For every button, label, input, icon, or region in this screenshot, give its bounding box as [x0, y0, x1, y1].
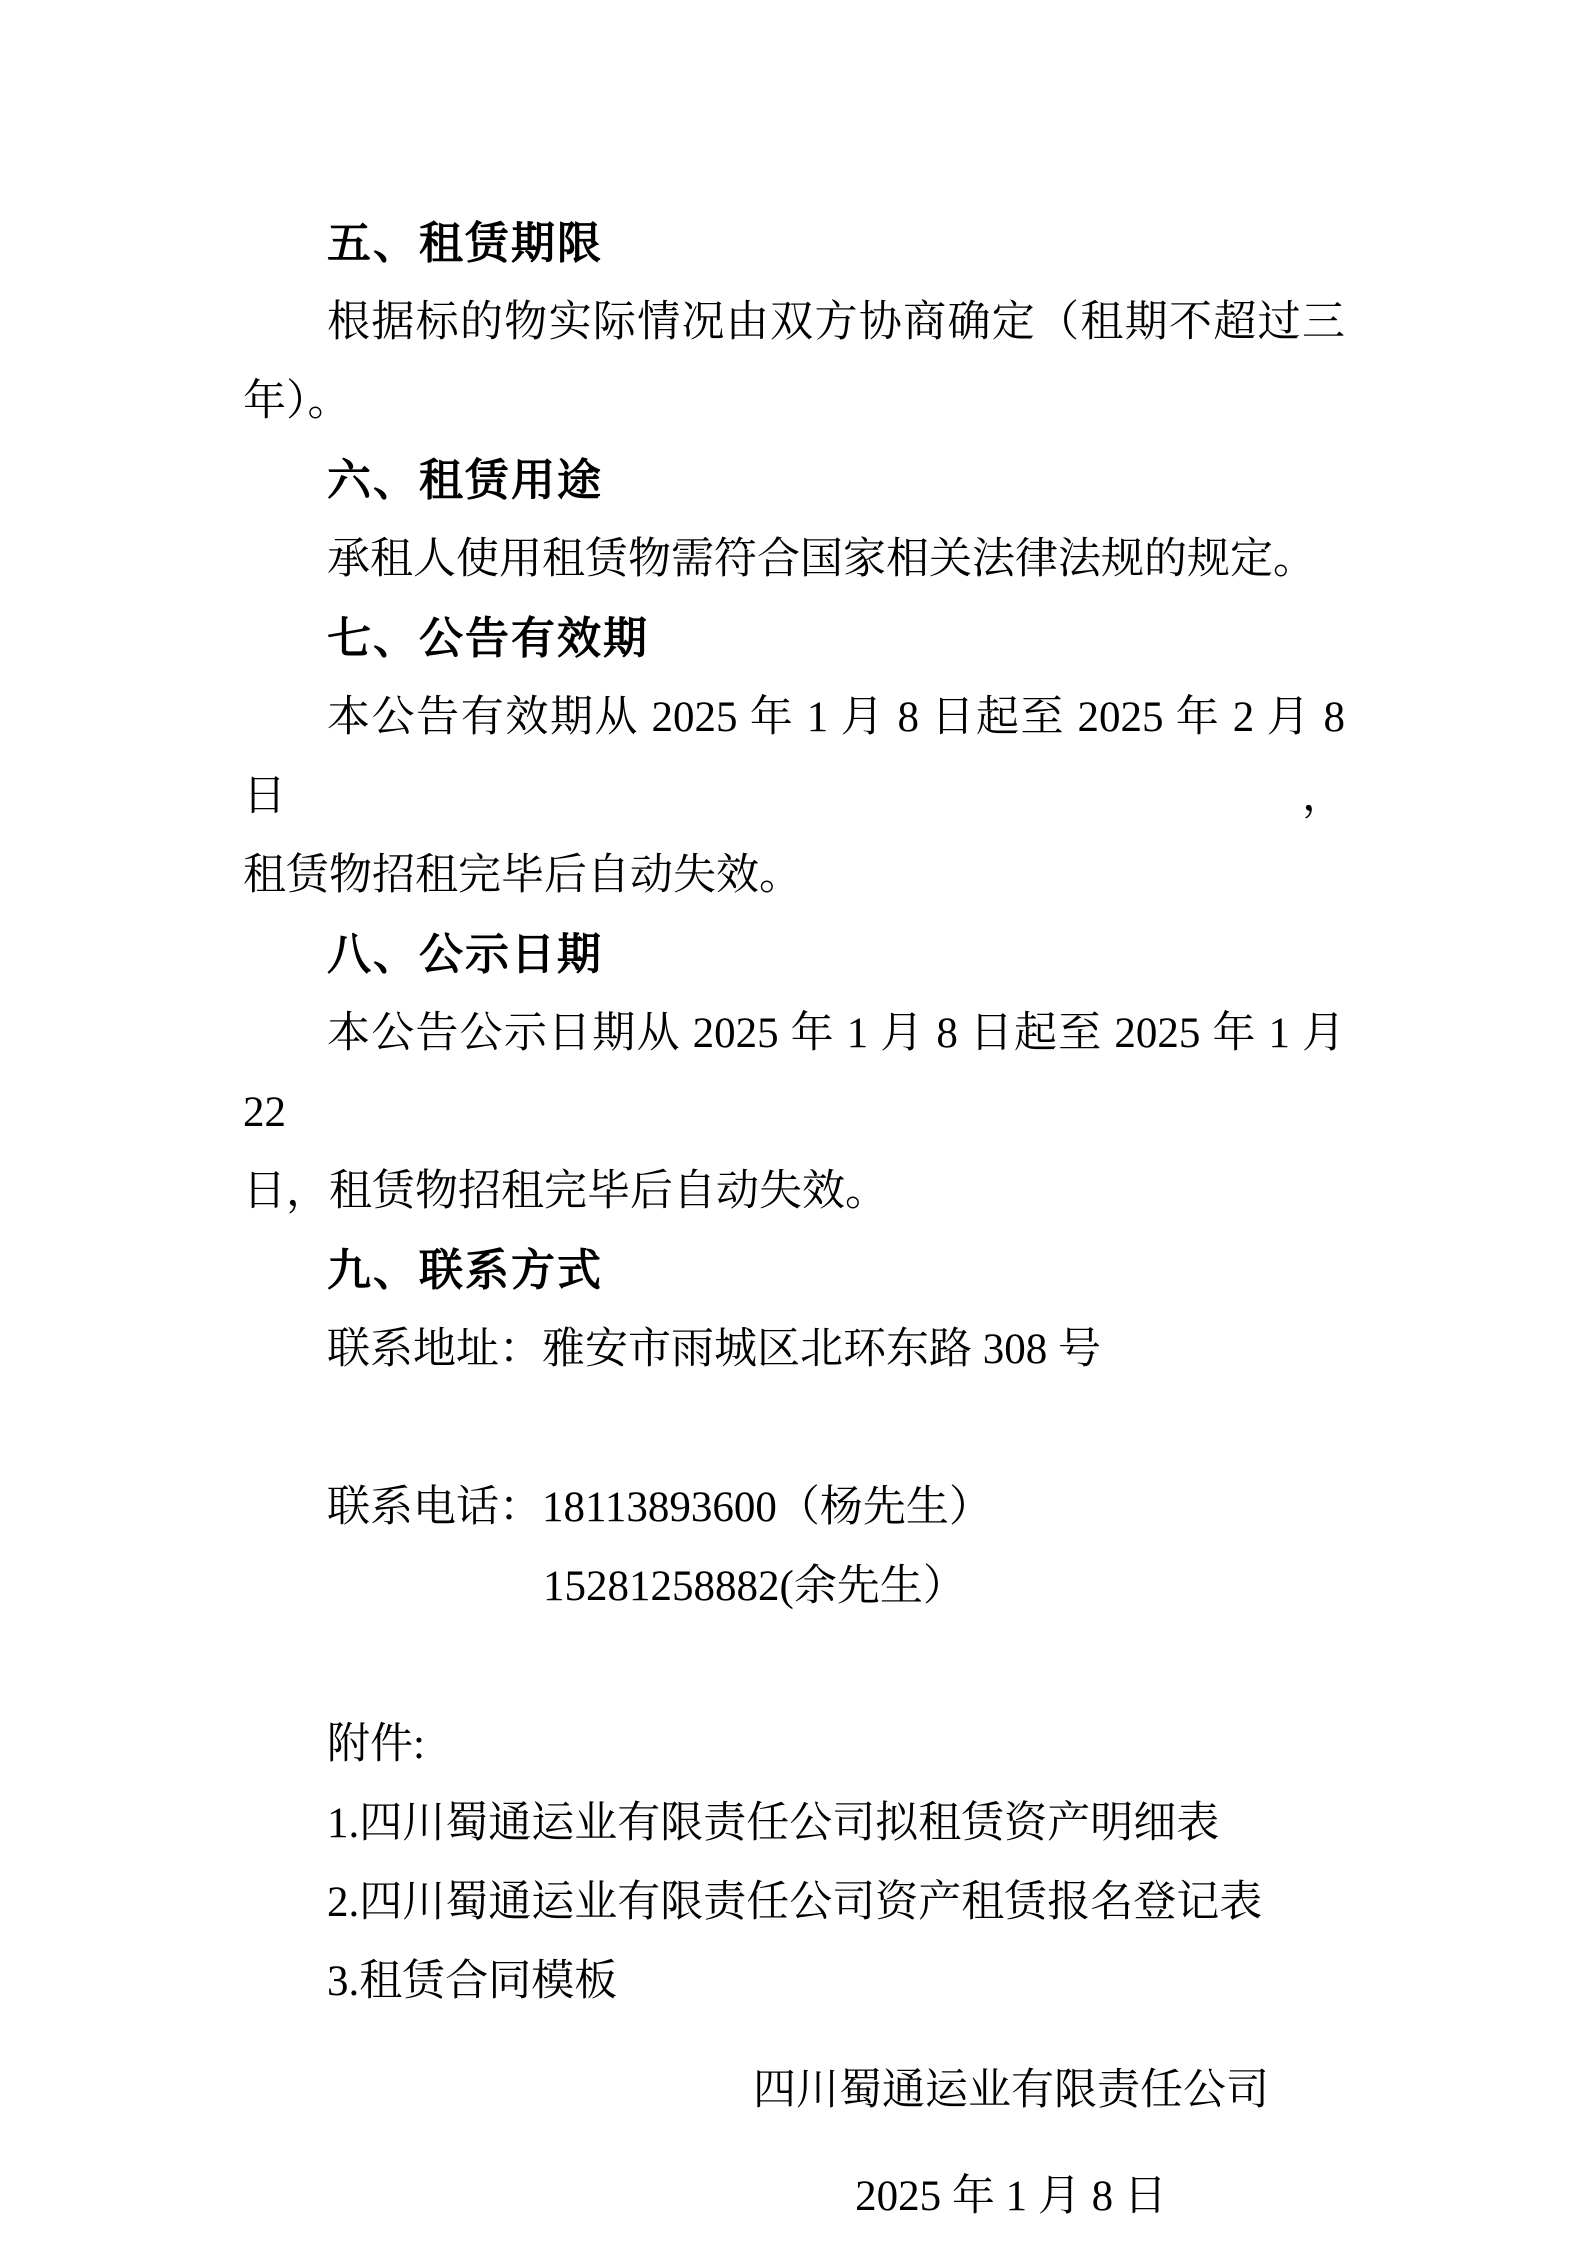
paragraph-line: 承租人使用租赁物需符合国家相关法律法规的规定。	[327, 536, 1316, 583]
section-heading-lease-term: 五、租赁期限	[327, 219, 603, 268]
attachment-item: 1.四川蜀通运业有限责任公司拟租赁资产明细表	[327, 1800, 1220, 1847]
paragraph-line: 根据标的物实际情况由双方协商确定（租期不超过三	[327, 299, 1345, 346]
blank-line	[243, 1389, 1345, 1468]
paragraph-line: 本公告有效期从 2025 年 1 月 8 日起至 2025 年 2 月 8 日，	[243, 694, 1356, 820]
attachment-item: 3.租赁合同模板	[327, 1958, 618, 2005]
contact-phone-line-1: 联系电话：18113893600（杨先生）	[327, 1484, 992, 1531]
blank-line	[243, 1626, 1345, 1705]
section-heading-lease-purpose: 六、租赁用途	[327, 456, 603, 505]
attachment-item: 2.四川蜀通运业有限责任公司资产租赁报名登记表	[327, 1879, 1263, 1926]
signature-company-name: 四川蜀通运业有限责任公司	[753, 2067, 1269, 2114]
signature-date: 2025 年 1 月 8 日	[855, 2173, 1167, 2220]
section-heading-contact-info: 九、联系方式	[327, 1246, 603, 1295]
signature-block	[753, 2051, 1269, 2236]
section-heading-announcement-validity: 七、公告有效期	[327, 614, 649, 663]
contact-address-line: 联系地址：雅安市雨城区北环东路 308 号	[327, 1326, 1101, 1373]
paragraph-line: 本公告公示日期从 2025 年 1 月 8 日起至 2025 年 1 月 22	[243, 1010, 1356, 1136]
attachments-label: 附件:	[327, 1721, 425, 1768]
paragraph-line: 租赁物招租完毕后自动失效。	[243, 852, 802, 899]
contact-phone-line-2: 15281258882(余先生）	[543, 1563, 966, 1610]
section-heading-publicity-date: 八、公示日期	[327, 930, 603, 979]
paragraph-line: 年）。	[243, 378, 351, 425]
paragraph-line: 日，租赁物招租完毕后自动失效。	[243, 1168, 888, 1215]
